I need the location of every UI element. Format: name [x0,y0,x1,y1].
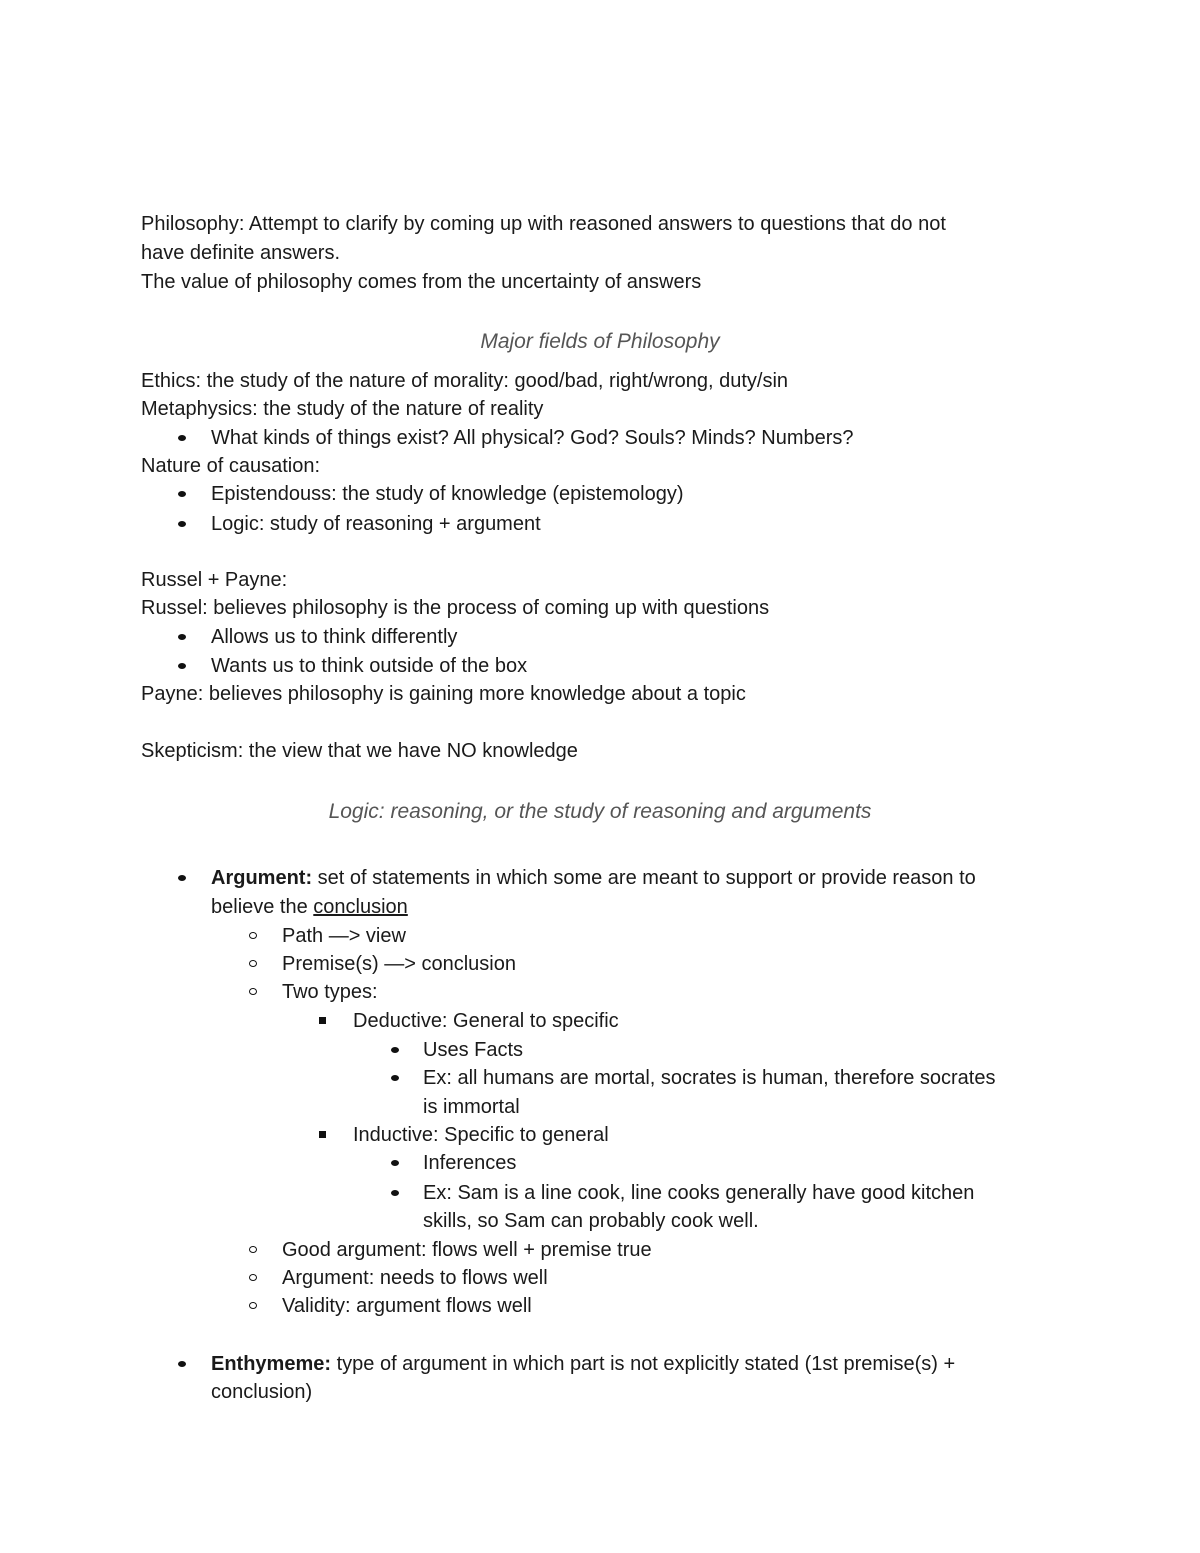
intro-line-2: have definite answers. [141,242,341,264]
bullet-circle-icon [249,1246,257,1253]
metaphysics-bullet: What kinds of things exist? All physical? God? Souls? Minds? Numbers? [211,427,854,449]
conclusion-underlined: conclusion [313,896,408,918]
heading-major-fields: Major fields of Philosophy [480,330,720,353]
bullet-dot-icon [391,1047,399,1053]
bullet-dot-icon [178,491,186,497]
inductive-continuation: skills, so Sam can probably cook well. [423,1210,759,1232]
bullet-circle-icon [249,1302,257,1309]
deductive-bullet-2: Ex: all humans are mortal, socrates is human, therefore socrates [423,1067,996,1089]
causation-bullet-1: Epistendouss: the study of knowledge (epistemology) [211,483,684,505]
bullet-dot-icon [178,663,186,669]
russel-line: Russel: believes philosophy is the process of coming up with questions [141,597,770,619]
bullet-dot-icon [178,634,186,640]
deductive-label: Deductive: General to specific [353,1010,619,1032]
bullet-dot-icon [391,1075,399,1081]
enthymeme-definition: type of argument in which part is not explicitly stated (1st premise(s) + [331,1353,956,1375]
enthymeme-line-2: conclusion) [211,1381,313,1403]
russel-bullet-2: Wants us to think outside of the box [211,655,528,677]
deductive-bullet-1: Uses Facts [423,1039,524,1061]
causation-line: Nature of causation: [141,455,320,477]
bullet-dot-icon [178,521,186,527]
bullet-circle-icon [249,932,257,939]
argument-line-2-prefix: believe the [211,896,314,918]
intro-line-3: The value of philosophy comes from the uncertainty of answers [141,271,702,293]
bullet-dot-icon [178,875,186,881]
bullet-square-icon [319,1131,326,1138]
inductive-bullet-2: Ex: Sam is a line cook, line cooks generally have good kitchen [423,1182,975,1204]
russel-payne-title: Russel + Payne: [141,569,288,591]
intro-line-1: Philosophy: Attempt to clarify by coming up with reasoned answers to questions that do not [141,213,946,235]
causation-bullet-2: Logic: study of reasoning + argument [211,513,541,535]
argument-term: Argument: [211,867,313,889]
argument-line-1 [211,864,976,892]
argument-sub-6: Validity: argument flows well [282,1295,532,1317]
bullet-circle-icon [249,1274,257,1281]
enthymeme-term: Enthymeme: [211,1353,332,1375]
heading-logic: Logic: reasoning, or the study of reasoning and arguments [328,800,872,823]
argument-line-2 [211,893,408,921]
metaphysics-line: Metaphysics: the study of the nature of reality [141,398,544,420]
russel-bullet-1: Allows us to think differently [211,626,458,648]
argument-sub-5: Argument: needs to flows well [282,1267,548,1289]
bullet-square-icon [319,1017,326,1024]
argument-definition: set of statements in which some are meant to support or provide reason to [312,867,976,889]
bullet-dot-icon [391,1160,399,1166]
argument-sub-1: Path —> view [282,925,406,947]
inductive-label: Inductive: Specific to general [353,1124,609,1146]
bullet-circle-icon [249,960,257,967]
argument-sub-2: Premise(s) —> conclusion [282,953,516,975]
ethics-line: Ethics: the study of the nature of morality: good/bad, right/wrong, duty/sin [141,370,789,392]
payne-line: Payne: believes philosophy is gaining more knowledge about a topic [141,683,746,705]
bullet-dot-icon [178,1361,186,1367]
bullet-circle-icon [249,988,257,995]
bullet-dot-icon [178,435,186,441]
argument-sub-4: Good argument: flows well + premise true [282,1239,652,1261]
bullet-dot-icon [391,1190,399,1196]
enthymeme-line-1 [211,1350,955,1378]
inductive-bullet-1: Inferences [423,1152,517,1174]
deductive-continuation: is immortal [423,1096,520,1118]
argument-sub-3: Two types: [282,981,378,1003]
skepticism-line: Skepticism: the view that we have NO knowledge [141,740,578,762]
